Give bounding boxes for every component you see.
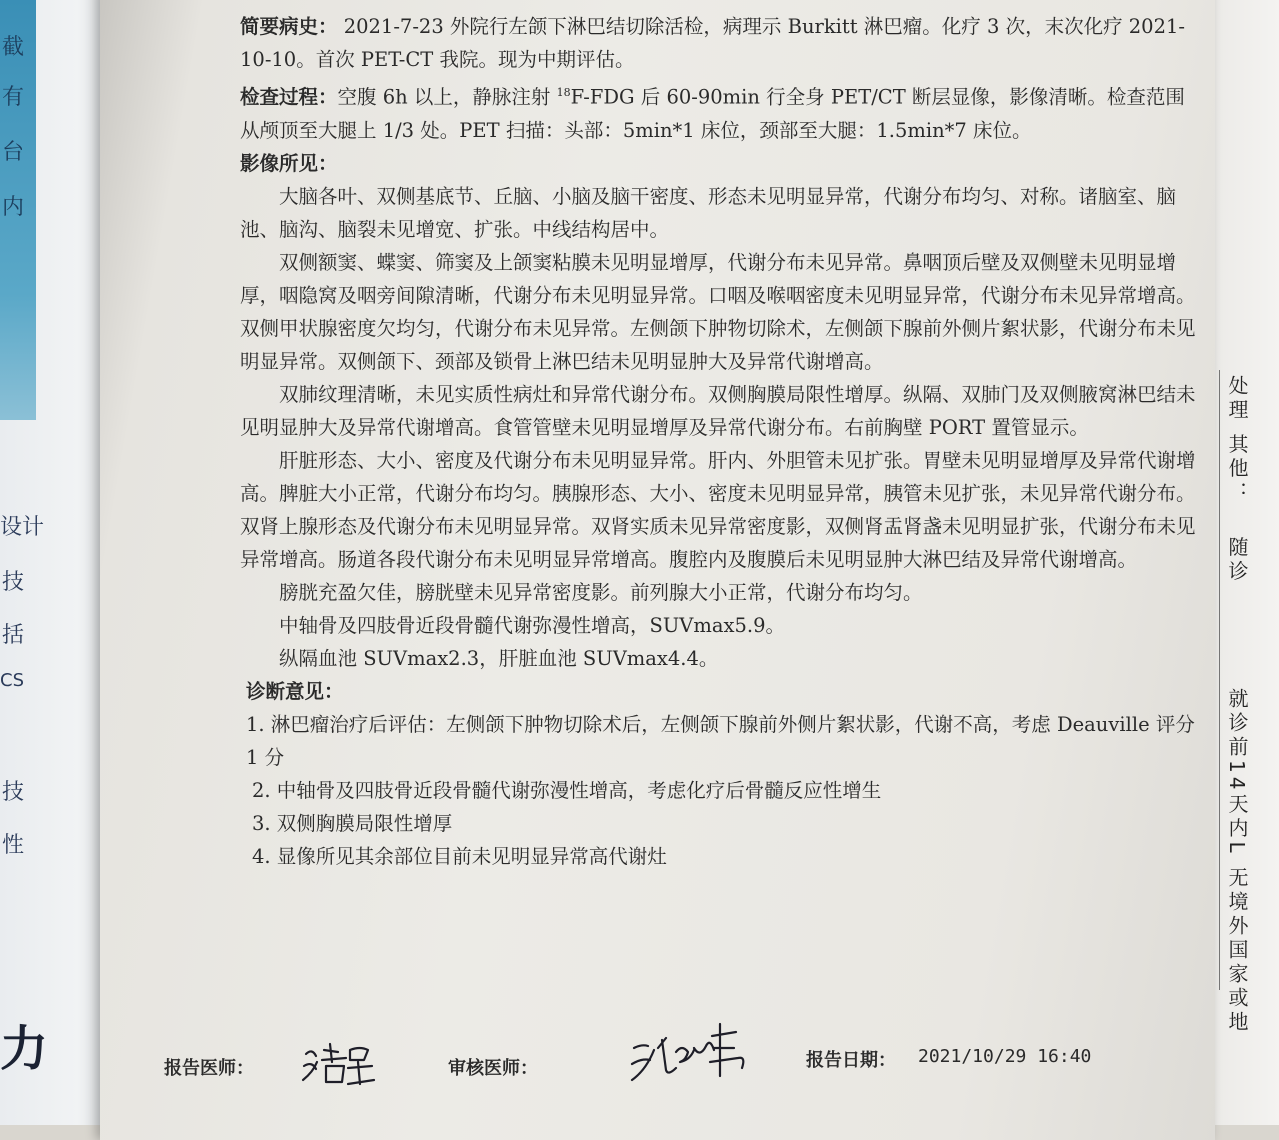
background-left-char: 设计 [0, 515, 45, 540]
diagnosis-item: 4. 显像所见其余部位目前未见明显异常高代谢灶 [252, 844, 667, 868]
report-date-label: 报告日期： [806, 1050, 896, 1071]
report-doctor-signature [300, 1040, 380, 1088]
findings-paragraph: 肝脏形态、大小、密度及代谢分布未见明显异常。肝内、外胆管未见扩张。胃壁未见明显增厚及异常代谢增高。脾脏大小正常，代谢分布均匀。胰腺形态、大小、密度未见明显异常，胰管未见扩张，未见异常代谢分布。双肾上腺形态及代谢分布未见明显异常。双肾实质未见异常密度影，双侧肾盂肾盏未见明显扩张，代谢分布未见异常增高。肠道各段代谢分布未见明显异常增高。腹腔内及腹膜后未见明显肿大淋巴结及异常代谢增高。 [240, 448, 1196, 571]
report-date-value: 2021/10/29 16:40 [918, 1046, 1092, 1067]
isotope-superscript: 18 [556, 86, 571, 99]
background-left-char: 内 [2, 195, 25, 220]
background-left-char: 技 [2, 570, 25, 595]
report-doctor-label: 报告医师： [164, 1058, 254, 1079]
background-left-char: CS [0, 670, 24, 691]
findings-paragraph: 中轴骨及四肢骨近段骨髓代谢弥漫性增高，SUVmax5.9。 [279, 613, 786, 637]
diagnosis-label: 诊断意见： [246, 679, 344, 703]
findings-paragraph: 大脑各叶、双侧基底节、丘脑、小脑及脑干密度、形态未见明显异常，代谢分布均匀、对称。诸脑室、脑池、脑沟、脑裂未见增宽、扩张。中线结构居中。 [240, 184, 1177, 241]
report-footer [160, 1040, 1120, 1090]
divider [1219, 370, 1220, 990]
procedure-text: 空腹 6h 以上，静脉注射 [337, 85, 557, 109]
background-left-char: 有 [2, 85, 25, 110]
report-body [240, 10, 1200, 873]
procedure-section [240, 76, 1200, 147]
background-right-text: 处理 其他： 随诊 就诊前14天内L 无境外国家或地 [1225, 375, 1249, 1035]
findings-paragraph: 膀胱充盈欠佳，膀胱壁未见异常密度影。前列腺大小正常，代谢分布均匀。 [279, 580, 923, 604]
findings-paragraph: 双肺纹理清晰，未见实质性病灶和异常代谢分布。双侧胸膜局限性增厚。纵隔、双肺门及双侧腋窝淋巴结未见明显肿大及异常代谢增高。食管管壁未见明显增厚及异常代谢分布。右前胸壁 PORT 置管显示。 [240, 382, 1196, 439]
diagnosis-item: 3. 双侧胸膜局限性增厚 [252, 811, 453, 835]
history-text: 2021-7-23 外院行左颌下淋巴结切除活检，病理示 Burkitt 淋巴瘤。化疗 3 次，末次化疗 2021-10-10。首次 PET-CT 我院。现为中期评估。 [240, 15, 1185, 71]
history-label: 简要病史： [240, 15, 338, 38]
report-page [100, 0, 1215, 1140]
background-left-char: 括 [2, 623, 25, 648]
diagnosis-item: 1. 淋巴瘤治疗后评估：左侧颌下肿物切除术后，左侧颌下腺前外侧片絮状影，代谢不高，考虑 Deauville 评分 1 分 [246, 712, 1195, 769]
procedure-label: 检查过程： [240, 85, 338, 109]
findings-paragraph: 纵隔血池 SUVmax2.3，肝脏血池 SUVmax4.4。 [279, 646, 719, 670]
background-left-char: 性 [2, 833, 25, 858]
background-left-char: 台 [2, 140, 25, 165]
review-doctor-signature [628, 1018, 768, 1088]
background-left-char: 力 [0, 1021, 49, 1077]
background-left-char: 技 [2, 780, 25, 805]
procedure-text-cont: F-FDG 后 60-90min 行全身 PET/CT 断层显像，影像清晰。检查范围从颅顶至大腿上 1/3 处。PET 扫描：头部：5min*1 床位，颈部至大腿：1.5min*7 床位。 [240, 85, 1185, 142]
diagnosis-item: 2. 中轴骨及四肢骨近段骨髓代谢弥漫性增高，考虑化疗后骨髓反应性增生 [252, 778, 882, 802]
findings-label: 影像所见： [240, 151, 338, 175]
history-section [240, 10, 1200, 76]
background-left-char: 截 [2, 35, 25, 60]
findings-paragraph: 双侧额窦、蝶窦、筛窦及上颌窦粘膜未见明显增厚，代谢分布未见异常。鼻咽顶后壁及双侧壁未见明显增厚，咽隐窝及咽旁间隙清晰，代谢分布未见明显异常。口咽及喉咽密度未见明显异常，代谢分布未见异常增高。双侧甲状腺密度欠均匀，代谢分布未见异常。左侧颌下肿物切除术，左侧颌下腺前外侧片絮状影，代谢分布未见明显异常。双侧颌下、颈部及锁骨上淋巴结未见明显肿大及异常代谢增高。 [240, 250, 1196, 373]
review-doctor-label: 审核医师： [448, 1058, 538, 1079]
